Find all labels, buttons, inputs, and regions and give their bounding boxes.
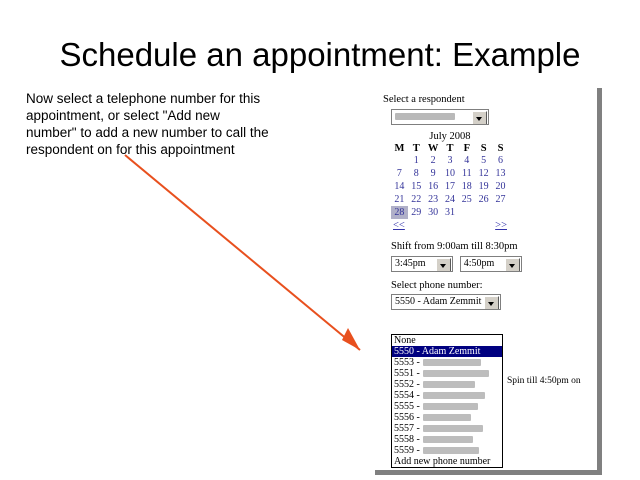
calendar-day[interactable]: 14 <box>394 181 405 192</box>
dropdown-option[interactable] <box>392 401 502 412</box>
calendar-day[interactable]: 22 <box>411 194 422 205</box>
phone-selected-value: 5550 - Adam Zemmit <box>395 296 482 307</box>
time-from-value: 3:45pm <box>395 258 426 269</box>
redacted-name <box>423 447 479 454</box>
calendar-header-row <box>391 143 509 154</box>
calendar-day[interactable]: 29 <box>411 207 422 218</box>
calendar-day[interactable]: 30 <box>428 207 439 218</box>
time-to-select[interactable] <box>460 256 522 272</box>
calendar-day[interactable]: 19 <box>478 181 489 192</box>
dropdown-option[interactable] <box>392 368 502 379</box>
shift-hours-text: Shift from 9:00am till 8:30pm <box>391 241 518 252</box>
respondent-label: Select a respondent <box>383 94 465 105</box>
weekday-header: S <box>480 143 487 154</box>
calendar-day[interactable]: 21 <box>394 194 405 205</box>
weekday-header: F <box>463 143 470 154</box>
redacted-name <box>423 414 471 421</box>
calendar-nav <box>391 220 509 233</box>
page-title: Schedule an appointment: Example <box>59 36 581 73</box>
dropdown-option[interactable] <box>392 379 502 390</box>
calendar-day[interactable]: 5 <box>481 155 487 166</box>
calendar-day[interactable]: 13 <box>495 168 506 179</box>
calendar-day[interactable]: 23 <box>428 194 439 205</box>
redacted-name <box>423 425 483 432</box>
dropdown-option-selected[interactable]: 5550 - Adam Zemmit <box>392 346 502 357</box>
weekday-header: W <box>427 143 439 154</box>
calendar-day[interactable] <box>475 206 492 219</box>
dropdown-option-label: 5557 - <box>394 423 420 434</box>
dropdown-option-label: 5558 - <box>394 434 420 445</box>
calendar-grid <box>391 143 509 219</box>
calendar-day[interactable]: 6 <box>498 155 504 166</box>
dropdown-option-add-new[interactable]: Add new phone number <box>394 456 491 467</box>
redacted-name <box>423 392 485 399</box>
calendar-day[interactable]: 17 <box>444 181 455 192</box>
calendar-month-title: July 2008 <box>429 131 471 142</box>
dropdown-option-label: 5552 - <box>394 379 420 390</box>
spin-note-text: Spin till 4:50pm on <box>507 376 581 386</box>
respondent-select[interactable] <box>391 109 489 125</box>
dropdown-option[interactable] <box>392 445 502 456</box>
calendar-day[interactable] <box>391 154 408 167</box>
calendar-day[interactable] <box>458 206 475 219</box>
calendar-day[interactable]: 27 <box>495 194 506 205</box>
dropdown-option[interactable]: None <box>394 335 416 346</box>
calendar-day[interactable]: 16 <box>428 181 439 192</box>
calendar-day[interactable]: 25 <box>461 194 472 205</box>
calendar-week-row <box>391 206 509 219</box>
dropdown-option-label: 5556 - <box>394 412 420 423</box>
weekday-header: M <box>394 143 405 154</box>
phone-number-select[interactable] <box>391 294 501 310</box>
calendar-day[interactable]: 26 <box>478 194 489 205</box>
calendar-day[interactable]: 20 <box>495 181 506 192</box>
time-to-value: 4:50pm <box>463 258 495 269</box>
chevron-down-icon[interactable] <box>472 111 487 125</box>
calendar-day[interactable]: 2 <box>430 155 436 166</box>
redacted-name <box>423 370 489 377</box>
calendar-day[interactable]: 8 <box>413 168 419 179</box>
calendar-day[interactable]: 1 <box>413 155 419 166</box>
dropdown-option[interactable] <box>392 357 502 368</box>
weekday-header: T <box>412 143 420 154</box>
calendar-prev-link[interactable]: << <box>393 220 405 231</box>
calendar-day[interactable]: 18 <box>461 181 472 192</box>
calendar-day[interactable]: 31 <box>444 207 455 218</box>
calendar-week-row <box>391 193 509 206</box>
chevron-down-icon[interactable] <box>505 258 520 272</box>
redacted-name <box>423 436 473 443</box>
calendar-day[interactable]: 12 <box>478 168 489 179</box>
time-from-select[interactable] <box>391 256 453 272</box>
dropdown-option[interactable] <box>392 423 502 434</box>
dropdown-option-label: 5553 - <box>394 357 420 368</box>
annotation-text: Now select a telephone number for this appointment, or select "Add new number" to add a new number to call the respondent on for this appointment <box>26 91 269 157</box>
calendar-day[interactable]: 9 <box>430 168 436 179</box>
calendar-week-row <box>391 154 509 167</box>
dropdown-option-label: 5551 - <box>394 368 420 379</box>
weekday-header: T <box>446 143 454 154</box>
time-range-controls <box>391 256 589 272</box>
pointer-arrow-icon <box>120 150 380 370</box>
phone-number-dropdown-list[interactable] <box>391 334 503 468</box>
calendar-day[interactable] <box>492 206 509 219</box>
dropdown-option[interactable] <box>392 412 502 423</box>
dropdown-option-label: 5555 - <box>394 401 420 412</box>
dropdown-option[interactable] <box>392 390 502 401</box>
chevron-down-icon[interactable] <box>484 296 499 310</box>
calendar-day[interactable]: 3 <box>447 155 453 166</box>
phone-label: Select phone number: <box>391 280 483 291</box>
calendar-day[interactable]: 11 <box>461 168 472 179</box>
redacted-name <box>423 381 475 388</box>
calendar-week-row <box>391 167 509 180</box>
calendar-next-link[interactable]: >> <box>495 220 507 231</box>
calendar-day-selected[interactable]: 28 <box>391 206 408 219</box>
calendar-week-row <box>391 180 509 193</box>
dropdown-option[interactable] <box>392 434 502 445</box>
calendar-day[interactable]: 24 <box>444 194 455 205</box>
appointment-app-screenshot <box>375 88 602 475</box>
calendar <box>391 131 509 233</box>
redacted-name <box>423 359 481 366</box>
dropdown-option-label: 5559 - <box>394 445 420 456</box>
calendar-day[interactable]: 4 <box>464 155 470 166</box>
dropdown-option-label: 5554 - <box>394 390 420 401</box>
redacted-name <box>423 403 478 410</box>
weekday-header: S <box>497 143 504 154</box>
calendar-day[interactable]: 10 <box>444 168 455 179</box>
chevron-down-icon[interactable] <box>436 258 451 272</box>
respondent-value-redacted <box>395 113 455 120</box>
calendar-day[interactable]: 15 <box>411 181 422 192</box>
calendar-day[interactable]: 7 <box>396 168 402 179</box>
